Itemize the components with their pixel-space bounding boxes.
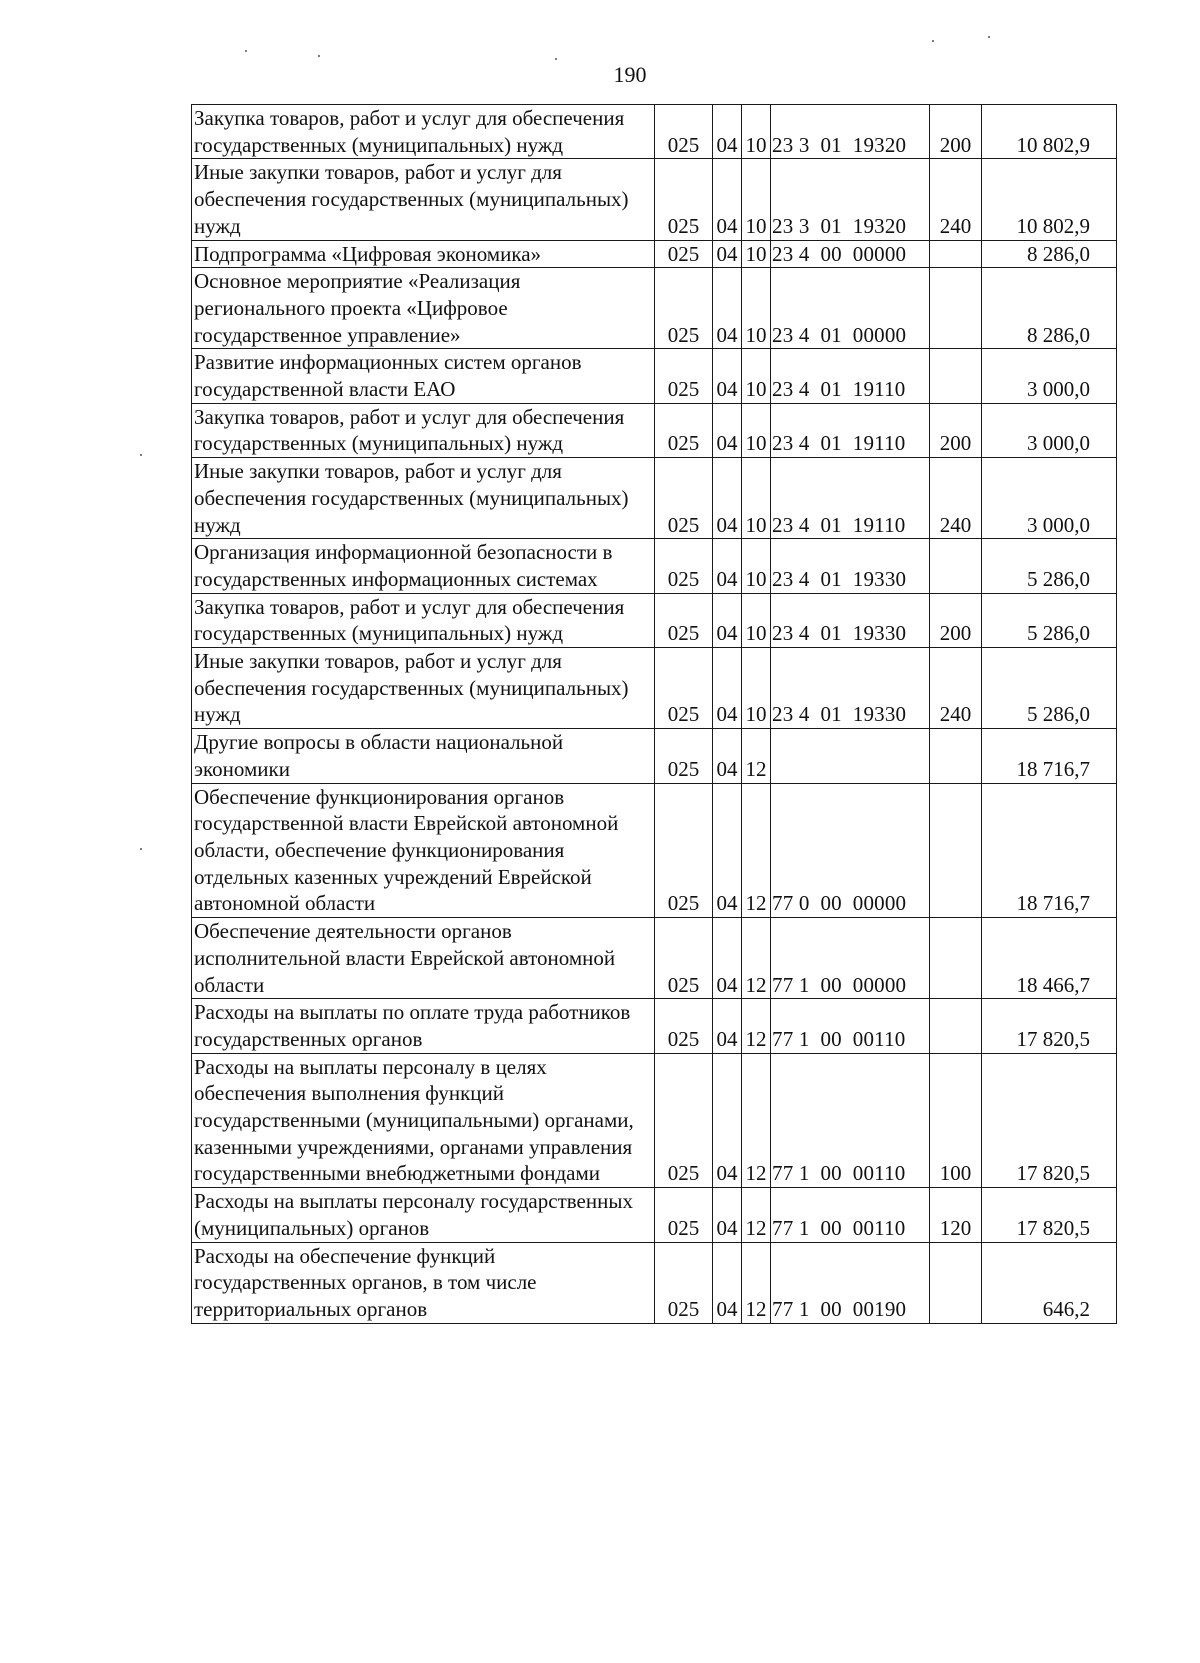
cell-csr: 77 1 00 00110	[771, 1053, 930, 1188]
cell-name: Расходы на выплаты персоналу государственных (муниципальных) органов	[192, 1188, 655, 1242]
cell-name: Закупка товаров, работ и услуг для обеспечения государственных (муниципальных) нужд	[192, 593, 655, 647]
cell-name: Расходы на обеспечение функций государственных органов, в том числе территориальных органов	[192, 1242, 655, 1323]
cell-name: Основное мероприятие «Реализация регионального проекта «Цифровое государственное управление»	[192, 268, 655, 349]
cell-vr	[930, 918, 982, 999]
cell-amount: 17 820,5	[982, 1053, 1117, 1188]
cell-rz: 04	[713, 105, 742, 159]
cell-vr	[930, 1242, 982, 1323]
cell-csr: 77 1 00 00190	[771, 1242, 930, 1323]
cell-pr: 12	[742, 1188, 771, 1242]
cell-pr: 10	[742, 268, 771, 349]
scan-speck	[318, 55, 320, 57]
cell-amount: 8 286,0	[982, 268, 1117, 349]
cell-vr: 240	[930, 159, 982, 240]
cell-csr: 23 4 01 19330	[771, 648, 930, 729]
cell-pr: 10	[742, 403, 771, 457]
cell-amount: 18 466,7	[982, 918, 1117, 999]
cell-name: Расходы на выплаты персоналу в целях обеспечения выполнения функций государственными (муниципальными) органами, казенными учреждениями, органами управления государственными внебюджетными фондами	[192, 1053, 655, 1188]
scan-speck	[988, 36, 990, 38]
cell-vr	[930, 999, 982, 1053]
cell-rz: 04	[713, 349, 742, 403]
table-row	[192, 105, 1117, 159]
cell-amount: 17 820,5	[982, 999, 1117, 1053]
cell-amount: 10 802,9	[982, 159, 1117, 240]
cell-rz: 04	[713, 240, 742, 268]
cell-pr: 10	[742, 593, 771, 647]
cell-name: Закупка товаров, работ и услуг для обеспечения государственных (муниципальных) нужд	[192, 403, 655, 457]
cell-rz: 04	[713, 539, 742, 593]
cell-csr: 23 3 01 19320	[771, 159, 930, 240]
scan-speck	[555, 58, 557, 60]
scan-speck	[932, 40, 934, 42]
cell-amount: 18 716,7	[982, 783, 1117, 918]
cell-vr: 240	[930, 648, 982, 729]
cell-glava: 025	[655, 349, 713, 403]
cell-glava: 025	[655, 1053, 713, 1188]
cell-name: Расходы на выплаты по оплате труда работников государственных органов	[192, 999, 655, 1053]
cell-pr: 10	[742, 648, 771, 729]
table-row	[192, 648, 1117, 729]
cell-glava: 025	[655, 1188, 713, 1242]
cell-glava: 025	[655, 458, 713, 539]
cell-pr: 12	[742, 729, 771, 783]
cell-rz: 04	[713, 403, 742, 457]
cell-name: Закупка товаров, работ и услуг для обеспечения государственных (муниципальных) нужд	[192, 105, 655, 159]
cell-vr	[930, 240, 982, 268]
cell-glava: 025	[655, 648, 713, 729]
cell-amount: 5 286,0	[982, 539, 1117, 593]
cell-vr	[930, 783, 982, 918]
scan-speck	[140, 454, 142, 456]
cell-glava: 025	[655, 240, 713, 268]
cell-name: Иные закупки товаров, работ и услуг для обеспечения государственных (муниципальных) нужд	[192, 648, 655, 729]
cell-amount: 3 000,0	[982, 403, 1117, 457]
table-row	[192, 783, 1117, 918]
cell-name: Развитие информационных систем органов государственной власти ЕАО	[192, 349, 655, 403]
cell-csr: 23 3 01 19320	[771, 105, 930, 159]
cell-csr: 23 4 01 19110	[771, 403, 930, 457]
cell-pr: 12	[742, 1242, 771, 1323]
cell-rz: 04	[713, 268, 742, 349]
cell-amount: 18 716,7	[982, 729, 1117, 783]
cell-glava: 025	[655, 539, 713, 593]
table-row	[192, 729, 1117, 783]
cell-amount: 10 802,9	[982, 105, 1117, 159]
cell-pr: 12	[742, 783, 771, 918]
cell-csr	[771, 729, 930, 783]
table-row	[192, 1188, 1117, 1242]
cell-pr: 10	[742, 458, 771, 539]
scan-speck	[140, 848, 142, 850]
cell-rz: 04	[713, 1188, 742, 1242]
cell-amount: 8 286,0	[982, 240, 1117, 268]
cell-name: Организация информационной безопасности в государственных информационных системах	[192, 539, 655, 593]
cell-pr: 10	[742, 159, 771, 240]
cell-rz: 04	[713, 159, 742, 240]
cell-pr: 10	[742, 105, 771, 159]
cell-pr: 12	[742, 1053, 771, 1188]
table-body	[192, 105, 1117, 1324]
cell-vr	[930, 349, 982, 403]
cell-csr: 77 1 00 00110	[771, 1188, 930, 1242]
cell-csr: 77 1 00 00000	[771, 918, 930, 999]
cell-csr: 23 4 01 19110	[771, 458, 930, 539]
cell-amount: 646,2	[982, 1242, 1117, 1323]
table-row	[192, 539, 1117, 593]
cell-glava: 025	[655, 783, 713, 918]
cell-rz: 04	[713, 999, 742, 1053]
cell-vr: 120	[930, 1188, 982, 1242]
cell-csr: 23 4 01 19110	[771, 349, 930, 403]
table-row	[192, 999, 1117, 1053]
table-row	[192, 1053, 1117, 1188]
page-number: 190	[613, 62, 647, 87]
cell-name: Обеспечение деятельности органов исполнительной власти Еврейской автономной области	[192, 918, 655, 999]
cell-vr: 240	[930, 458, 982, 539]
cell-amount: 3 000,0	[982, 349, 1117, 403]
cell-rz: 04	[713, 918, 742, 999]
cell-pr: 10	[742, 349, 771, 403]
cell-csr: 23 4 01 19330	[771, 593, 930, 647]
cell-csr: 77 0 00 00000	[771, 783, 930, 918]
budget-table	[191, 104, 1117, 1324]
cell-glava: 025	[655, 159, 713, 240]
cell-amount: 17 820,5	[982, 1188, 1117, 1242]
cell-glava: 025	[655, 105, 713, 159]
table-row	[192, 268, 1117, 349]
cell-rz: 04	[713, 1242, 742, 1323]
cell-csr: 23 4 00 00000	[771, 240, 930, 268]
cell-rz: 04	[713, 458, 742, 539]
cell-vr: 200	[930, 593, 982, 647]
table-row	[192, 159, 1117, 240]
cell-csr: 23 4 01 00000	[771, 268, 930, 349]
cell-name: Иные закупки товаров, работ и услуг для обеспечения государственных (муниципальных) нужд	[192, 458, 655, 539]
cell-vr: 100	[930, 1053, 982, 1188]
cell-glava: 025	[655, 918, 713, 999]
scan-speck	[245, 50, 247, 52]
cell-csr: 77 1 00 00110	[771, 999, 930, 1053]
cell-amount: 5 286,0	[982, 648, 1117, 729]
cell-glava: 025	[655, 999, 713, 1053]
cell-amount: 3 000,0	[982, 458, 1117, 539]
cell-glava: 025	[655, 403, 713, 457]
cell-rz: 04	[713, 783, 742, 918]
cell-vr	[930, 268, 982, 349]
cell-amount: 5 286,0	[982, 593, 1117, 647]
cell-rz: 04	[713, 593, 742, 647]
table-row	[192, 240, 1117, 268]
cell-name: Подпрограмма «Цифровая экономика»	[192, 240, 655, 268]
cell-csr: 23 4 01 19330	[771, 539, 930, 593]
table-row	[192, 403, 1117, 457]
cell-pr: 12	[742, 999, 771, 1053]
table-row	[192, 458, 1117, 539]
cell-rz: 04	[713, 648, 742, 729]
cell-glava: 025	[655, 593, 713, 647]
cell-vr	[930, 539, 982, 593]
cell-pr: 12	[742, 918, 771, 999]
cell-glava: 025	[655, 1242, 713, 1323]
table-row	[192, 349, 1117, 403]
cell-vr: 200	[930, 403, 982, 457]
cell-rz: 04	[713, 729, 742, 783]
cell-vr: 200	[930, 105, 982, 159]
cell-name: Другие вопросы в области национальной экономики	[192, 729, 655, 783]
table-row	[192, 593, 1117, 647]
cell-rz: 04	[713, 1053, 742, 1188]
cell-pr: 10	[742, 539, 771, 593]
cell-glava: 025	[655, 268, 713, 349]
cell-name: Обеспечение функционирования органов государственной власти Еврейской автономной области, обеспечение функционирования отдельных казенных учреждений Еврейской автономной области	[192, 783, 655, 918]
table-row	[192, 918, 1117, 999]
cell-pr: 10	[742, 240, 771, 268]
table-row	[192, 1242, 1117, 1323]
cell-name: Иные закупки товаров, работ и услуг для обеспечения государственных (муниципальных) нужд	[192, 159, 655, 240]
cell-vr	[930, 729, 982, 783]
cell-glava: 025	[655, 729, 713, 783]
